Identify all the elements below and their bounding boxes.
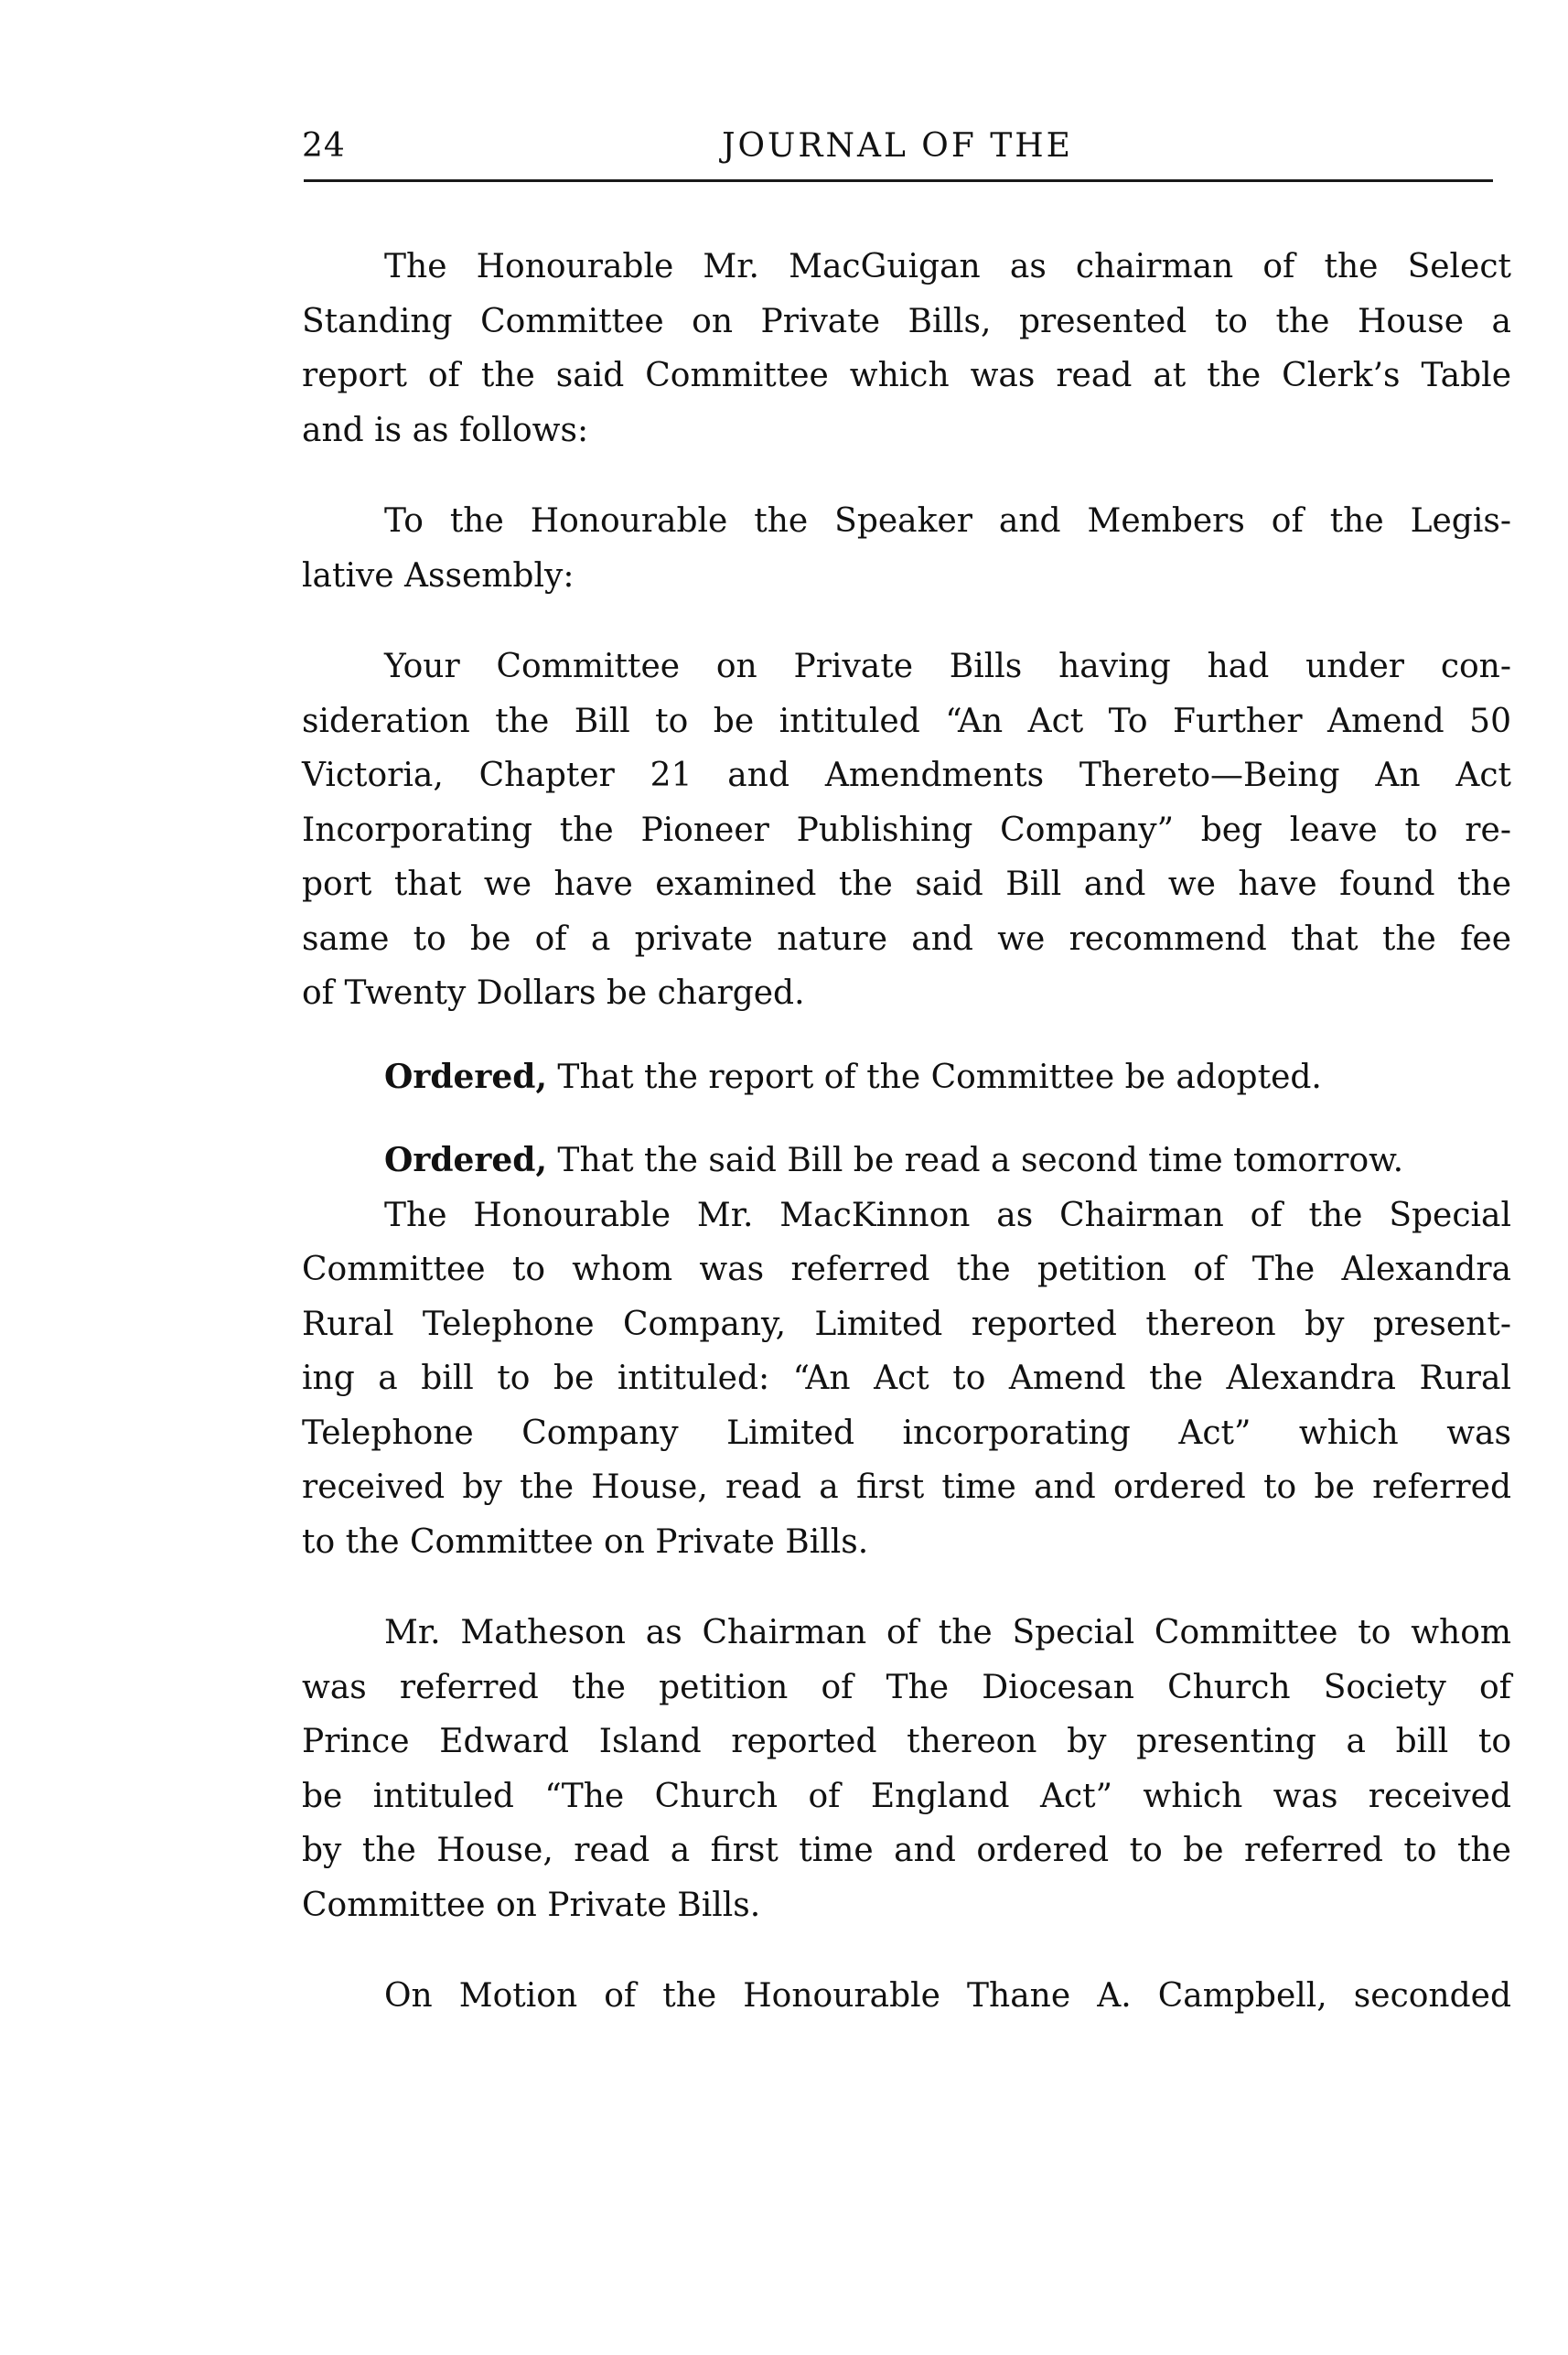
paragraph-private-bills-report [302, 640, 1511, 1021]
paragraph-diocesan-petition [302, 1606, 1511, 1932]
text-line: same to be of a private nature and we recommend that the fee [302, 919, 1511, 958]
text-line: Telephone Company Limited incorporating Act” which was [302, 1414, 1511, 1452]
text-line: by the House, read a first time and ordered to be referred to the [302, 1832, 1511, 1869]
text-line: ing a bill to be intituled: “An Act to Amend the Alexandra Rural [302, 1360, 1511, 1397]
header-rule [304, 179, 1493, 182]
text-line: received by the House, read a first time and ordered to be referred [302, 1468, 1511, 1506]
body-text [302, 240, 1511, 2024]
ordered-text: That the said Bill be read a second time tomorrow. [546, 1142, 1404, 1179]
text-line: of Twenty Dollars be charged. [302, 974, 805, 1012]
text-line: On Motion of the Honourable Thane A. Campbell, seconded [384, 1977, 1511, 2015]
text-line: Committee on Private Bills. [302, 1886, 761, 1924]
text-line: Committee to whom was referred the petition of The Alexandra [302, 1251, 1511, 1288]
running-title: JOURNAL OF THE [722, 127, 1073, 165]
ordered-text: That the report of the Committee be adopted. [546, 1058, 1322, 1096]
text-line: report of the said Committee which was read at the Clerk’s Table [302, 357, 1511, 394]
text-line [302, 1050, 1511, 1105]
text-line: and is as follows: [302, 411, 589, 449]
text-line [302, 1134, 1511, 1188]
text-line: The Honourable Mr. MacKinnon as Chairman of the Special [384, 1196, 1511, 1234]
paragraph-ordered-adopted [302, 1050, 1511, 1105]
paragraph-alexandra-petition [302, 1188, 1511, 1570]
paragraph-motion [302, 1969, 1511, 2024]
paragraph-committee-report [302, 240, 1511, 457]
text-line: be intituled “The Church of England Act” which was received [302, 1777, 1511, 1815]
text-line: Prince Edward Island reported thereon by presenting a bill to [302, 1723, 1511, 1760]
text-line: sideration the Bill to be intituled “An Act To Further Amend 50 [302, 702, 1511, 740]
page-number: 24 [302, 127, 346, 165]
text-line: Victoria, Chapter 21 and Amendments Thereto—Being An Act [302, 757, 1511, 794]
text-line: Rural Telephone Company, Limited reported thereon by present- [302, 1305, 1511, 1343]
paragraph-ordered-second-reading [302, 1134, 1511, 1188]
ordered-label: Ordered, [384, 1057, 547, 1096]
text-line: port that we have examined the said Bill and we have found the [302, 866, 1511, 903]
text-line: Mr. Matheson as Chairman of the Special Committee to whom [384, 1614, 1511, 1651]
text-line: Incorporating the Pioneer Publishing Company” beg leave to re- [302, 811, 1511, 849]
paragraph-address [302, 494, 1511, 603]
ordered-label: Ordered, [384, 1141, 547, 1179]
text-line: was referred the petition of The Diocesan Church Society of [302, 1668, 1511, 1706]
text-line: lative Assembly: [302, 556, 575, 595]
text-line: The Honourable Mr. MacGuigan as chairman of the Select [384, 248, 1511, 285]
text-line: Your Committee on Private Bills having had under con- [384, 648, 1511, 685]
text-line: To the Honourable the Speaker and Members of the Legis- [384, 502, 1511, 540]
text-line: to the Committee on Private Bills. [302, 1522, 869, 1561]
text-line: Standing Committee on Private Bills, presented to the House a [302, 302, 1511, 340]
page-header [302, 124, 1493, 179]
